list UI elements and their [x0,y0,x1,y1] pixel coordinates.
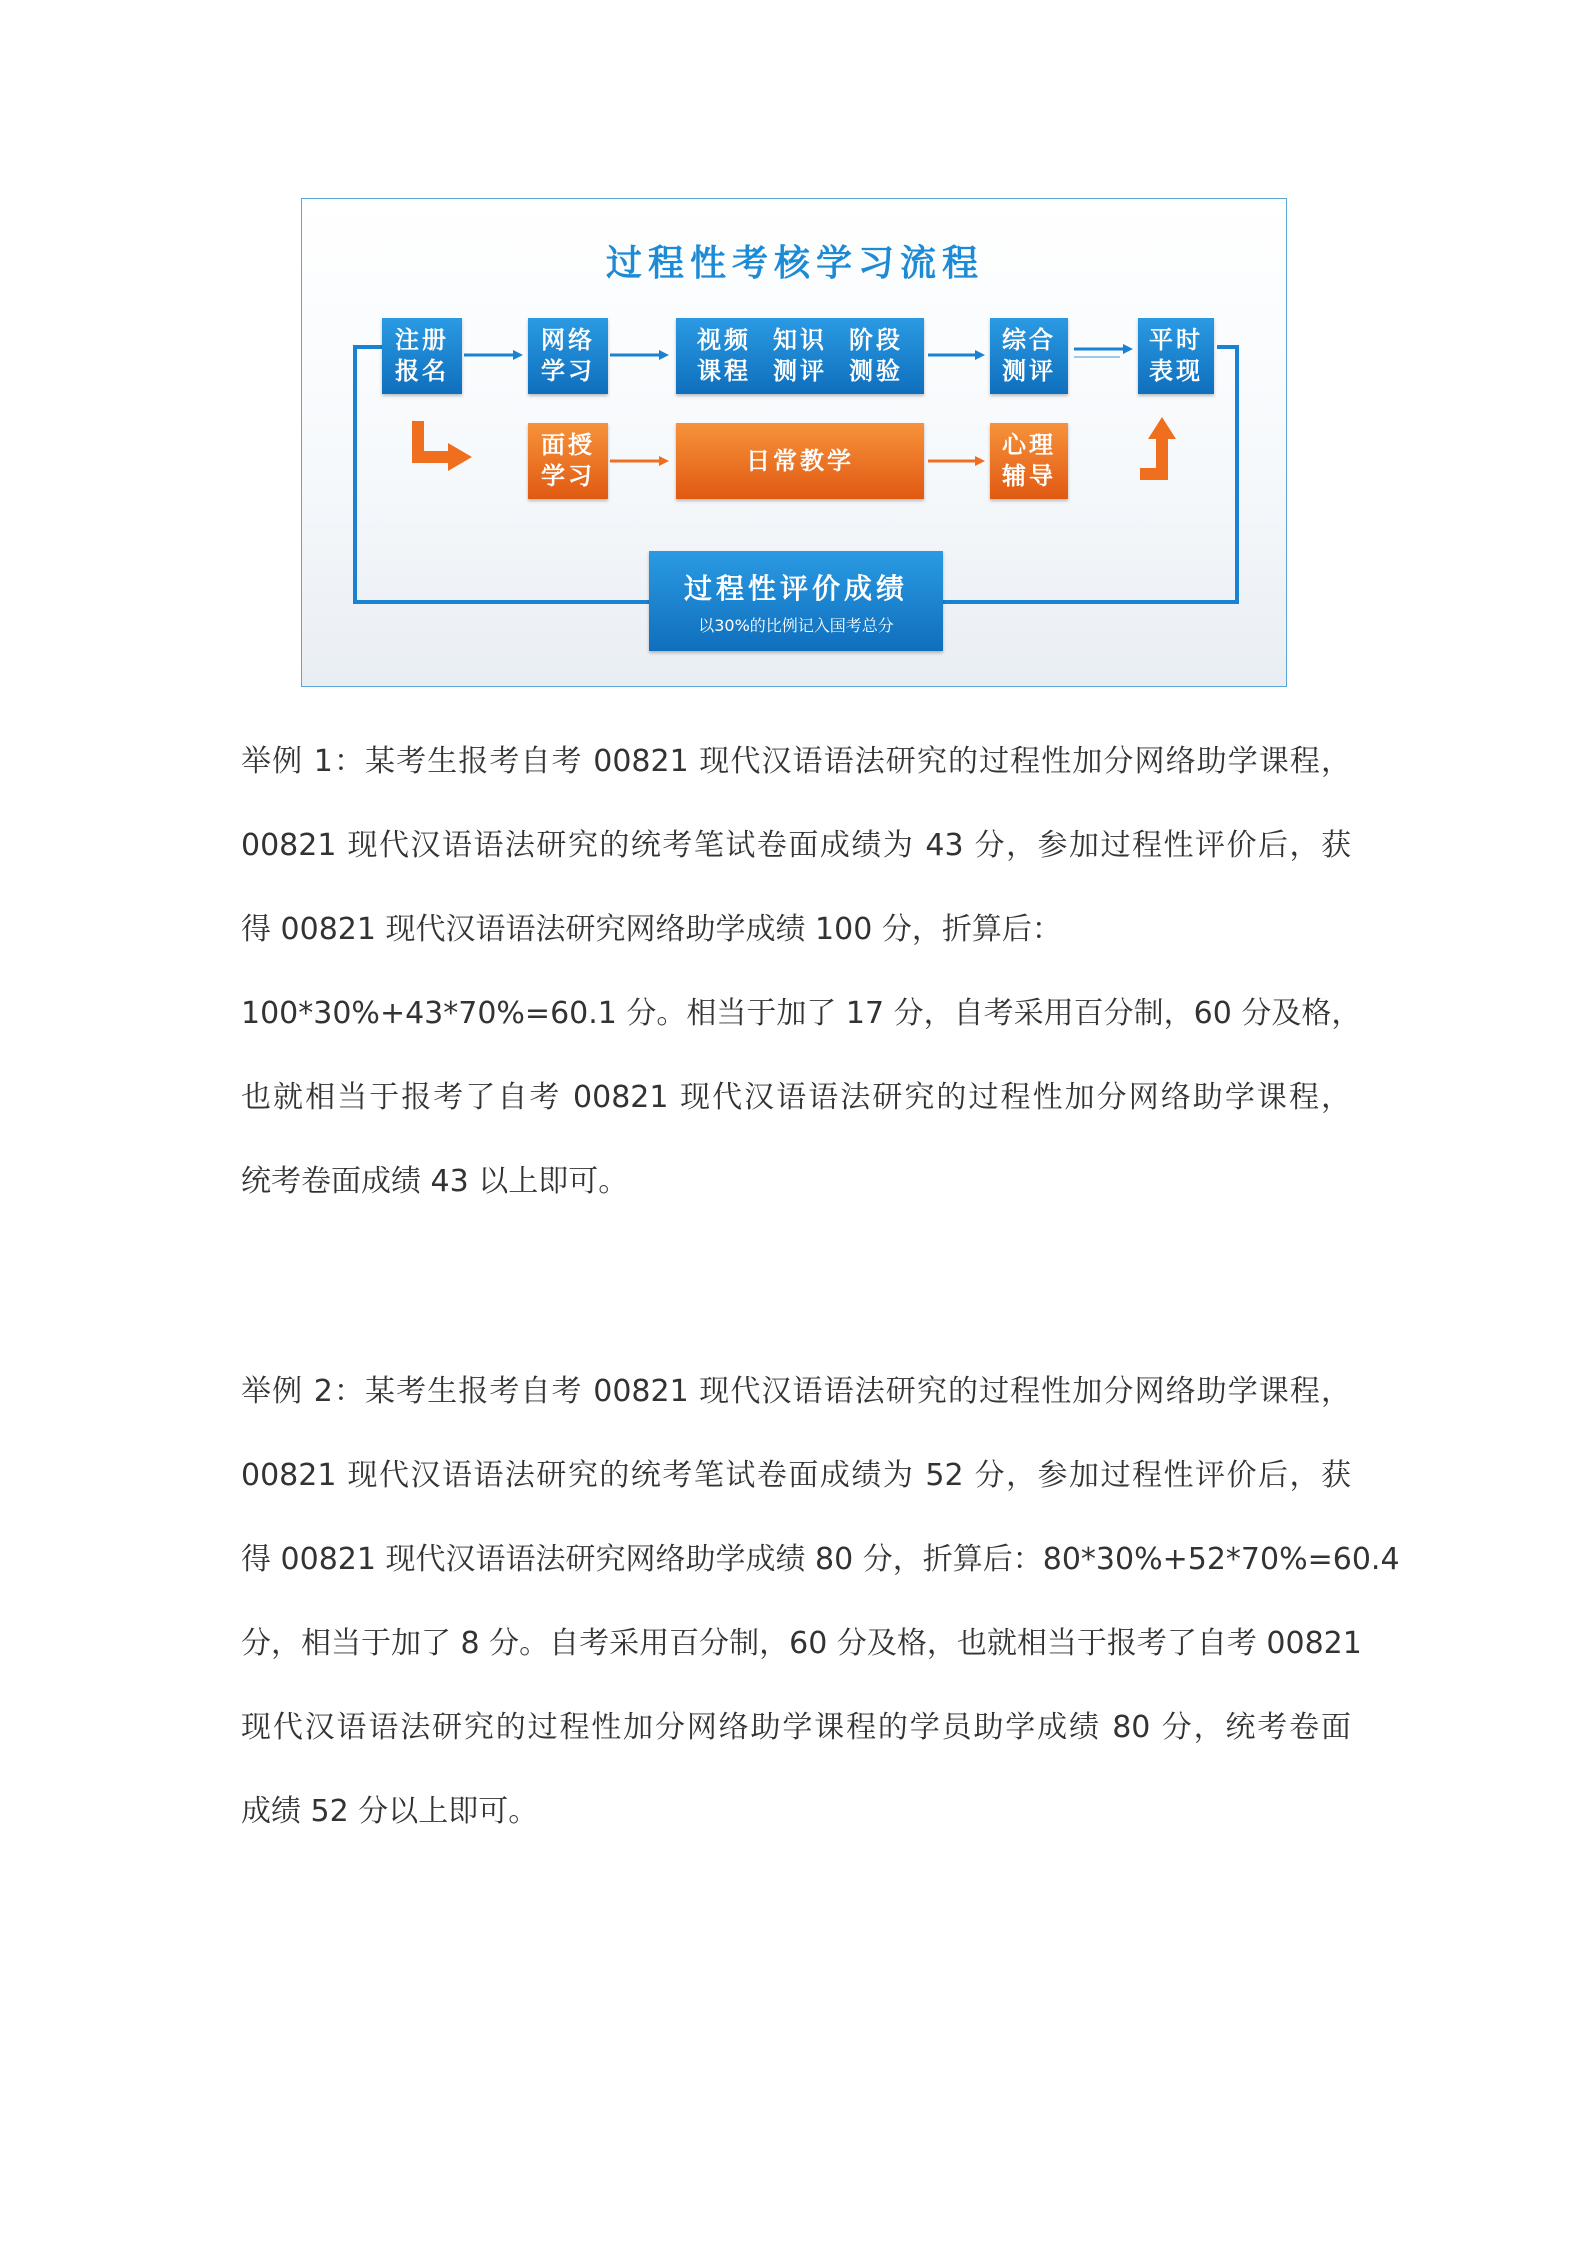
step-face-to-face-line2: 学习 [541,462,595,490]
evaluation-box [649,551,943,651]
example-1-line-5: 也就相当于报考了自考 00821 现代汉语语法研究的过程性加分网络助学课程， [241,1080,1351,1115]
step-counseling-line2: 辅导 [1002,462,1056,490]
step-daily-teaching-label: 日常教学 [746,446,854,475]
example-2 [241,1350,1400,1854]
step-daily-teaching [676,423,924,499]
step-video-course-line1: 视频 [697,326,751,354]
example-1-line-3: 得 00821 现代汉语语法研究网络助学成绩 100 分，折算后： [241,912,1062,947]
step-knowledge-test-line1: 知识 [773,326,827,354]
step-daily-performance-line2: 表现 [1149,357,1203,385]
step-comprehensive-test-line2: 测评 [1002,357,1056,385]
step-face-to-face [528,423,608,499]
step-online-study-line2: 学习 [541,357,595,385]
step-face-to-face-line1: 面授 [541,431,595,459]
example-1-line-2: 00821 现代汉语语法研究的统考笔试卷面成绩为 43 分，参加过程性评价后，获 [241,828,1351,863]
evaluation-subtitle: 以30%的比例记入国考总分 [698,615,894,635]
step-register [382,318,462,394]
bent-arrow-up [1140,437,1162,474]
step-register-line2: 报名 [395,357,449,385]
step-register-line1: 注册 [395,326,449,354]
step-video-course [697,325,751,387]
example-1-line-4: 100*30%+43*70%=60.1 分。相当于加了 17 分，自考采用百分制，60 分及格， [241,996,1362,1031]
step-online-study-line1: 网络 [541,326,595,354]
step-comprehensive-test [990,318,1068,394]
step-video-course-line2: 课程 [697,357,751,385]
example-2-line-2: 00821 现代汉语语法研究的统考笔试卷面成绩为 52 分，参加过程性评价后，获 [241,1458,1351,1493]
example-1-line-1: 举例 1：某考生报考自考 00821 现代汉语语法研究的过程性加分网络助学课程， [241,744,1351,779]
bent-arrow-down-right [418,421,450,457]
step-daily-performance-line1: 平时 [1149,326,1203,354]
step-daily-performance [1138,318,1214,394]
step-stage-quiz-line1: 阶段 [849,326,903,354]
step-counseling [990,423,1068,499]
evaluation-title: 过程性评价成绩 [683,571,908,605]
step-counseling-line1: 心理 [1002,431,1056,459]
example-2-line-3: 得 00821 现代汉语语法研究网络助学成绩 80 分，折算后：80*30%+52*70%=60.4 [241,1542,1400,1577]
example-2-line-1: 举例 2：某考生报考自考 00821 现代汉语语法研究的过程性加分网络助学课程， [241,1374,1351,1409]
example-1-line-6: 统考卷面成绩 43 以上即可。 [241,1164,629,1199]
step-comprehensive-test-line1: 综合 [1002,326,1056,354]
diagram-title: 过程性考核学习流程 [605,243,984,284]
step-knowledge-test [773,325,827,387]
example-2-line-4: 分，相当于加了 8 分。自考采用百分制，60 分及格，也就相当于报考了自考 00821 [241,1626,1362,1661]
example-1 [241,720,1362,1224]
step-knowledge-test-line2: 测评 [773,357,827,385]
step-course-group [676,318,924,394]
example-2-line-6: 成绩 52 分以上即可。 [241,1794,539,1829]
step-stage-quiz [849,325,903,387]
step-stage-quiz-line2: 测验 [849,357,903,385]
step-online-study [528,318,608,394]
flow-diagram [301,198,1287,687]
example-2-line-5: 现代汉语语法研究的过程性加分网络助学课程的学员助学成绩 80 分，统考卷面 [241,1710,1351,1745]
